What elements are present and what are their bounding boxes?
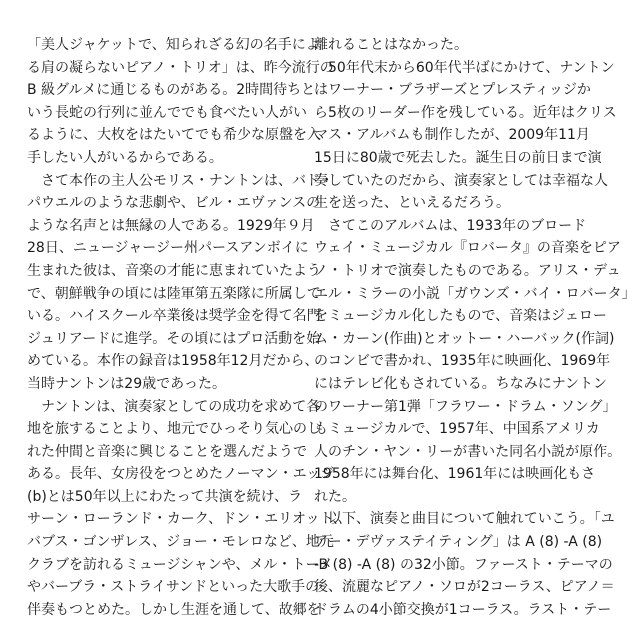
text-line: はワーナー・ブラザーズとプレスティッジか	[314, 82, 591, 99]
text-line: 人のチン・ヤン・リーが書いた同名小説が原作。	[314, 443, 622, 460]
text-line: B 級グルメに通じるものがある。2時間待ちと	[27, 82, 316, 99]
text-line: 生を送った、といえるだろう。	[314, 195, 510, 212]
text-line: れた。	[314, 488, 356, 505]
text-line: ら5枚のリーダー作を残している。近年はクリス	[314, 104, 617, 121]
text-line: -B (8) -A (8) の32小節。ファースト・テーマの	[314, 556, 613, 573]
text-line: ウェイ・ミュージカル『ロバータ』の音楽をピア	[314, 240, 621, 257]
text-line: マス・アルバムも制作したが、2009年11月	[314, 127, 590, 144]
text-line: さて本作の主人公モリス・ナントンは、バド・	[27, 172, 334, 189]
text-line: めている。本作の録音は1958年12月だから、	[27, 353, 319, 370]
text-line: 奏していたのだから、演奏家としては幸福な人	[314, 172, 608, 189]
text-line: 手したい人がいるからである。	[27, 149, 223, 166]
text-line: にはテレビ化もされている。ちなみにナントン	[314, 375, 608, 392]
text-line: 地を旅することより、地元でひっそり気心のし	[27, 421, 321, 438]
text-line: で、朝鮮戦争の頃には陸軍第五楽隊に所属して	[27, 285, 321, 302]
text-line: アー・デヴァステイティング」は A (8) -A (8)	[314, 534, 603, 551]
text-line: ム・カーン(作曲)とオットー・ハーバック(作詞)	[314, 330, 615, 347]
text-line: 生まれた彼は、音楽の才能に恵まれていたよう	[27, 262, 321, 279]
text-line: ある。長年、女房役をつとめたノーマン・エッジ	[27, 466, 335, 483]
text-line: いる。ハイスクール卒業後は奨学金を得て名門	[27, 308, 321, 325]
text-line: クラブを訪れるミュージシャンや、メル・トーメ	[27, 556, 333, 573]
text-line: いう長蛇の行列に並んででも食べたい人がい	[27, 104, 307, 121]
text-line: ノ・トリオで演奏したものである。アリス・デュ	[314, 262, 621, 279]
text-line: パウエルのような悲劇や、ビル・エヴァンスの	[27, 195, 321, 212]
text-line: ジュリアードに進学。その頃にはプロ活動を始	[27, 330, 321, 347]
text-line: ような名声とは無縁の人である。1929年９月	[27, 217, 315, 234]
text-column-left	[27, 34, 347, 621]
text-line: のワーナー第1弾「フラワー・ドラム・ソング」	[314, 398, 617, 415]
text-line: もミュージカルで、1957年、中国系アメリカ	[314, 421, 600, 438]
text-line: バブス・ゴンザレス、ジョー・モレロなど、地元	[27, 534, 334, 551]
text-line: 当時ナントンは29歳であった。	[27, 375, 226, 392]
text-line: 50年代末から60年代半ばにかけて、ナントン	[314, 59, 615, 76]
text-line: ナントンは、演奏家としての成功を求めて各	[27, 398, 321, 415]
text-line: さてこのアルバムは、1933年のブロード	[314, 217, 587, 234]
text-line: 伴奏もつとめた。しかし生涯を通して、故郷を	[27, 601, 321, 618]
text-line: 離れることはなかった。	[314, 37, 468, 53]
text-line: 「美人ジャケットで、知られざる幻の名手によ	[27, 37, 320, 53]
text-line: る肩の凝らないピアノ・トリオ」は、昨今流行の	[27, 59, 334, 76]
text-line: 15日に80歳で死去した。誕生日の前日まで演	[314, 149, 602, 166]
text-line: のコンビで書かれ、1935年に映画化、1969年	[314, 353, 611, 370]
text-line: エル・ミラーの小説「ガウンズ・バイ・ロバータ」	[314, 285, 636, 302]
text-line: 以下、演奏と曲目について触れていこう。「ユ	[314, 511, 615, 528]
text-line: 1958年には舞台化、1961年には映画化もさ	[314, 466, 596, 483]
text-line: ドラムの4小節交換が1コーラス。ラスト・テー	[314, 601, 612, 618]
text-line: をミュージカル化したもので、音楽はジェロー	[314, 308, 607, 325]
text-line: (b)とは50年以上にわたって共演を続け、ラ	[27, 488, 303, 505]
text-line: 28日、ニュージャージー州パースアンボイに	[27, 240, 309, 257]
text-line: るように、大枚をはたいてでも希少な原盤を入	[27, 127, 321, 144]
text-line: れた仲間と音楽に興じることを選んだようで	[27, 443, 307, 460]
text-line: やバーブラ・ストライサンドといった大歌手の	[27, 579, 320, 596]
text-column-right	[314, 34, 636, 621]
text-line: サーン・ローランド・カーク、ドン・エリオット、	[27, 511, 347, 528]
text-line: 後、流麗なピアノ・ソロが2コーラス、ピアノ＝	[314, 579, 615, 596]
